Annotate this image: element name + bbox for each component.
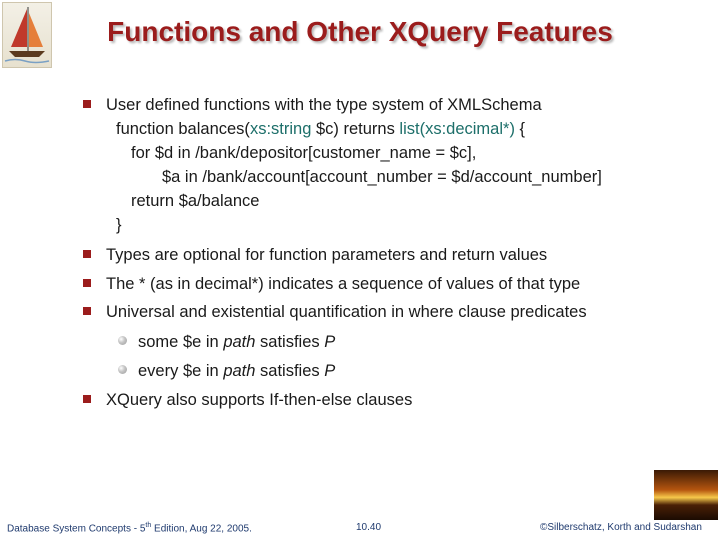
code-line-2 <box>131 141 476 165</box>
quant-path: path <box>223 362 256 380</box>
bullet-marker <box>83 100 91 108</box>
quant-keyword: every <box>138 362 179 380</box>
quant-predicate: P <box>324 333 336 351</box>
code-type: xs:string <box>249 120 312 138</box>
code-keyword: for <box>131 144 151 162</box>
bullet-text: XQuery also supports If-then-else clauses <box>106 391 413 409</box>
code-keyword: returns <box>343 120 395 138</box>
code-text: $d in /bank/depositor[customer_name = $c], <box>150 144 477 162</box>
code-text: balances( <box>173 120 250 138</box>
quant-keyword: some <box>138 333 179 351</box>
bullet-text: User defined functions with the type system of XMLSchema <box>106 96 542 114</box>
footer-right: ©Silberschatz, Korth and Sudarshan <box>540 522 702 533</box>
code-keyword: function <box>116 120 174 138</box>
quant-predicate: P <box>324 362 336 380</box>
code-type: list(xs:decimal*) <box>399 120 515 138</box>
sub-bullet-marker <box>118 365 127 374</box>
code-text: $c) <box>311 120 344 138</box>
sub-bullet-every <box>138 359 335 383</box>
quant-text: $e in <box>178 333 224 351</box>
code-text: { <box>514 120 526 138</box>
code-line-3: $a in /bank/account[account_number = $d/account_number] <box>162 168 602 186</box>
quant-text: $e in <box>178 362 224 380</box>
bullet-text: Universal and existential quantification in where clause predicates <box>106 303 587 321</box>
footer-left <box>7 522 252 534</box>
bullet-marker <box>83 279 91 287</box>
code-line-5: } <box>116 216 122 234</box>
slide-title: Functions and Other XQuery Features <box>107 16 613 47</box>
footer-text: Edition, Aug 22, 2005. <box>151 523 252 535</box>
quant-text: satisfies <box>255 362 325 380</box>
bullet-text: The * (as in decimal*) indicates a sequence of values of that type <box>106 275 581 293</box>
quant-path: path <box>223 333 256 351</box>
footer-text: Database System Concepts - 5 <box>7 523 146 535</box>
bullet-marker <box>83 395 91 403</box>
footer-page-number: 10.40 <box>356 522 382 533</box>
code-text: $a/balance <box>174 192 260 210</box>
code-line-4 <box>131 189 259 213</box>
sub-bullet-marker <box>118 336 127 345</box>
code-line-1 <box>116 117 525 141</box>
quant-text: satisfies <box>255 333 325 351</box>
footer-sup: th <box>145 522 152 529</box>
bullet-text: Types are optional for function parameters and return values <box>106 246 548 264</box>
sub-bullet-some <box>138 330 335 354</box>
bullet-marker <box>83 250 91 258</box>
sunset-image <box>654 470 718 520</box>
code-keyword: return <box>131 192 175 210</box>
bullet-marker <box>83 307 91 315</box>
